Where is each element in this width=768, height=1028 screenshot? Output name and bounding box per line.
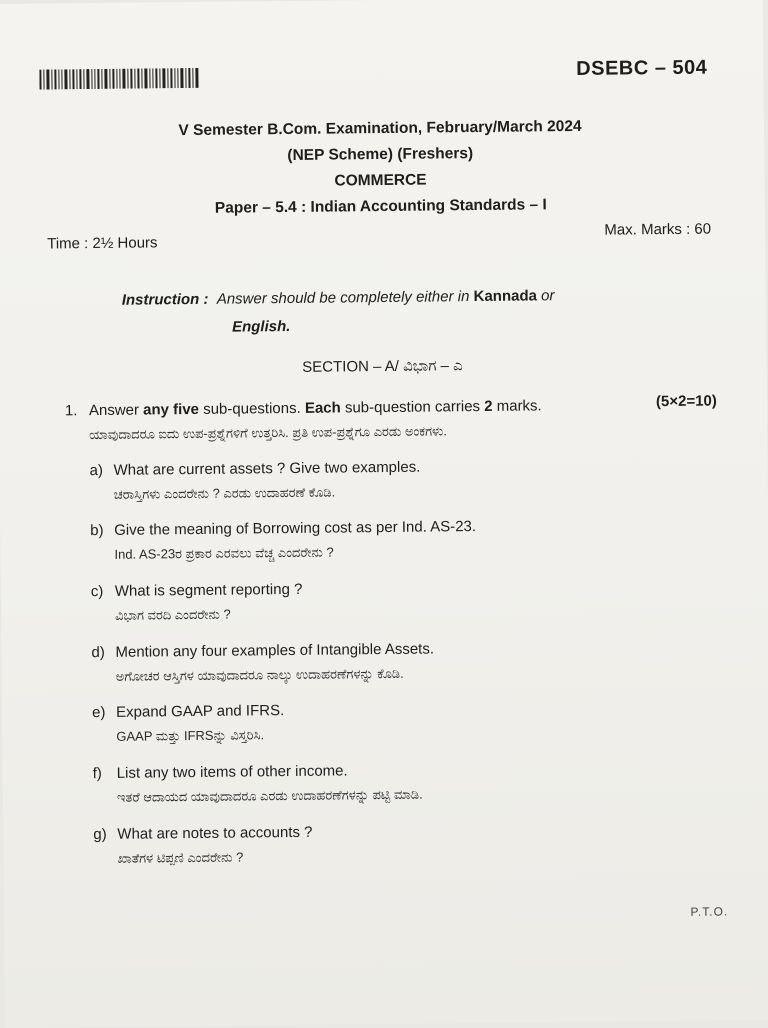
subquestion-g — [93, 817, 713, 871]
subquestion-letter: d) — [91, 643, 105, 662]
subquestion-kannada: ಇತರೆ ಆದಾಯದ ಯಾವುದಾದರೂ ಎರಡು ಉದಾಹರಣೆಗಳನ್ನು ಪಟ್ಟಿ ಮಾಡಿ. — [116, 786, 423, 805]
question-1-english: 1. Answer any five sub-questions. Each sub-question carries 2 marks. — [65, 392, 725, 423]
instruction-kannada: Kannada — [473, 287, 538, 306]
exam-subject: COMMERCE — [334, 171, 427, 190]
question-1-kannada: ಯಾವುದಾದರೂ ಐದು ಉಪ-ಪ್ರಶ್ನೆಗಳಿಗೆ ಉತ್ತರಿಸಿ. ಪ್ರತಿ ಉಪ-ಪ್ರಶ್ನೆಗೂ ಎರಡು ಅಂಕಗಳು. — [89, 423, 447, 443]
pto-label: P.T.O. — [690, 904, 729, 919]
subquestion-english: Give the meaning of Borrowing cost as per Ind. AS-23. — [114, 518, 477, 539]
subquestion-letter: f) — [92, 764, 102, 783]
subquestion-e — [92, 695, 712, 749]
subquestion-a — [89, 453, 709, 507]
paper-code: DSEBC – 504 — [576, 56, 708, 80]
subquestion-kannada: ಚರಾಸ್ತಿಗಳು ಎಂದರೇನು ? ಎರಡು ಉದಾಹರಣೆ ಕೊಡಿ. — [113, 484, 336, 502]
subquestion-letter: e) — [91, 703, 106, 722]
subquestion-letter: a) — [89, 461, 103, 480]
instruction-text: Answer should be completely either in — [216, 288, 470, 308]
subquestion-letter: c) — [90, 582, 104, 601]
barcode — [39, 68, 199, 90]
instruction-label: Instruction : — [121, 290, 209, 309]
exam-scheme: (NEP Scheme) (Freshers) — [287, 145, 474, 164]
subquestion-kannada: ಅಗೋಚರ ಆಸ್ತಿಗಳ ಯಾವುದಾದರೂ ನಾಲ್ಕು ಉದಾಹರಣೆಗಳನ್ನು ಕೊಡಿ. — [115, 665, 404, 684]
question-1 — [65, 392, 725, 447]
question-number: 1. — [64, 402, 78, 420]
subquestion-english: What are current assets ? Give two examples. — [113, 458, 421, 479]
marks-allocation: (5×2=10) — [655, 392, 717, 411]
subquestion-english: What is segment reporting ? — [114, 580, 303, 600]
subquestion-english: List any two items of other income. — [116, 762, 348, 782]
subquestion-kannada: ಖಾತೆಗಳ ಟಿಪ್ಪಣಿ ಎಂದರೇನು ? — [117, 849, 244, 866]
subquestion-b — [90, 513, 710, 567]
subquestion-letter: g) — [93, 825, 107, 844]
instruction-english: English. — [231, 317, 291, 336]
subquestion-c — [91, 574, 711, 628]
subquestion-english: What are notes to accounts ? — [117, 823, 313, 843]
subquestion-english: Mention any four examples of Intangible Assets. — [115, 640, 435, 661]
subquestion-d — [91, 635, 711, 689]
subquestion-kannada: ವಿಭಾಗ ವರದಿ ಎಂದರೇನು ? — [114, 606, 231, 623]
subquestion-english: Expand GAAP and IFRS. — [115, 702, 285, 721]
subquestion-kannada: Ind. AS-23ರ ಪ್ರಕಾರ ಎರವಲು ವೆಚ್ಚ ಎಂದರೇನು ? — [114, 544, 334, 562]
section-title: SECTION – A/ ವಿಭಾಗ – ಎ — [302, 357, 463, 376]
exam-title: V Semester B.Com. Examination, February/March 2024 — [178, 117, 582, 140]
subquestion-kannada: GAAP ಮತ್ತು IFRSನ್ನು ವಿಸ್ತರಿಸಿ. — [116, 727, 265, 744]
max-marks: Max. Marks : 60 — [604, 220, 712, 239]
subquestion-f — [93, 756, 713, 810]
instruction-or: or — [541, 287, 555, 305]
instruction — [122, 281, 663, 343]
subquestion-letter: b) — [90, 521, 104, 540]
exam-header — [0, 112, 765, 224]
time-allowed: Time : 2½ Hours — [47, 234, 158, 253]
paper-title: Paper – 5.4 : Indian Accounting Standards – I — [214, 196, 547, 217]
